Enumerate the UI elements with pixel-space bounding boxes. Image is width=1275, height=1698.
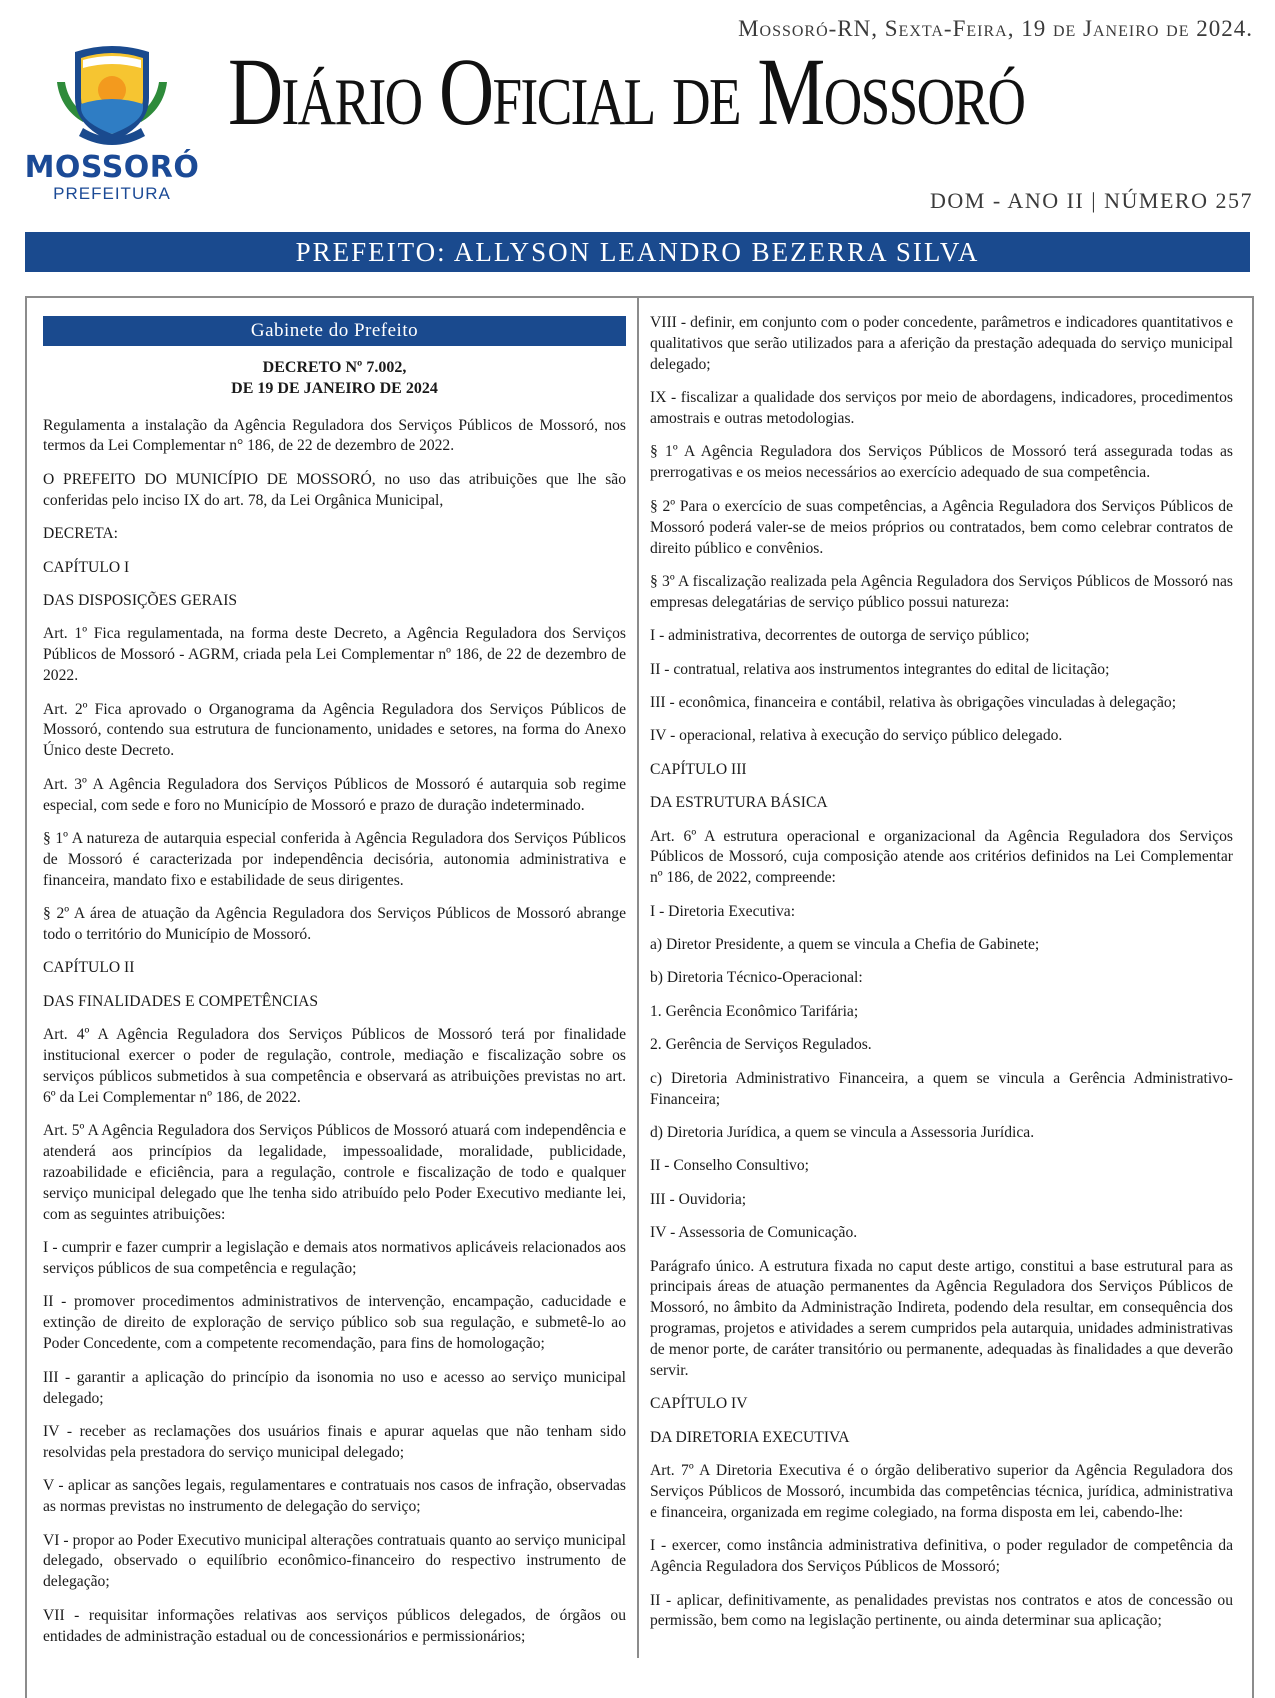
paragraph: II - contratual, relativa aos instrumentos integrantes do edital de licitação;	[650, 660, 1110, 678]
edition-number: DOM - ANO II | NÚMERO 257	[929, 188, 1253, 213]
paragraph: DECRETA:	[43, 525, 118, 543]
paragraph: VIII - definir, em conjunto com o poder concedente, parâmetros e indicadores quantitativos e qualitativos que serão utilizados para a aferição da prestação adequada do serviço municipal delegado;	[650, 314, 1233, 373]
paragraph: d) Diretoria Jurídica, a quem se vincula a Assessoria Jurídica.	[650, 1123, 1035, 1141]
paragraph: DA DIRETORIA EXECUTIVA	[650, 1428, 850, 1446]
masthead-title: Diário Oficial de Mossoró	[228, 38, 1025, 145]
paragraph: CAPÍTULO IV	[650, 1395, 748, 1413]
paragraph: III - Ouvidoria;	[650, 1190, 747, 1208]
paragraph: Art. 5º A Agência Reguladora dos Serviços Públicos de Mossoró atuará com independência e atenderá aos princípios da legalidade, impessoalidade, moralidade, publicidade, razoabilidade e eficiência, para a regulação, controle e fiscalização de todo e qualquer serviço municipal delegado que lhe tenha sido atribuído pelo Poder Executivo mediante lei, com as seguintes atribuições:	[43, 1122, 626, 1223]
paragraph: I - cumprir e fazer cumprir a legislação e demais atos normativos aplicáveis relacionados aos serviços públicos de sua competência e regulação;	[43, 1239, 626, 1278]
coat-of-arms-icon	[53, 42, 171, 148]
paragraph: CAPÍTULO II	[43, 959, 135, 977]
paragraph: DAS FINALIDADES E COMPETÊNCIAS	[43, 992, 319, 1010]
prefeitura-logo	[22, 42, 202, 207]
paragraph: VII - requisitar informações relativas aos serviços públicos delegados, de órgãos ou entidades de administração estadual ou de concessionários e permissionários;	[43, 1606, 626, 1645]
paragraph: Art. 3º A Agência Reguladora dos Serviços Públicos de Mossoró é autarquia sob regime especial, com sede e foro no Município de Mossoró e prazo de duração indeterminado.	[43, 775, 626, 814]
paragraph: 2. Gerência de Serviços Regulados.	[650, 1036, 872, 1054]
decree-date: DE 19 DE JANEIRO DE 2024	[231, 379, 438, 397]
paragraph: Regulamenta a instalação da Agência Reguladora dos Serviços Públicos de Mossoró, nos termos da Lei Complementar n° 186, de 22 de dezembro de 2022.	[43, 416, 626, 455]
paragraph: CAPÍTULO I	[43, 558, 130, 576]
paragraph: II - aplicar, definitivamente, as penalidades previstas nos contratos e atos de concessão ou permissão, bem como na legislação pertinente, ou ainda determinar sua aplicação;	[650, 1591, 1233, 1630]
paragraph: IX - fiscalizar a qualidade dos serviços por meio de abordagens, indicadores, procedimentos amostrais e outras metodologias.	[650, 389, 1233, 428]
left-column	[43, 312, 626, 1660]
column-divider	[637, 298, 639, 1658]
right-column	[650, 313, 1233, 1645]
paragraph: b) Diretoria Técnico-Operacional:	[650, 969, 863, 987]
section-header: Gabinete do Prefeito	[43, 316, 626, 346]
paragraph: Art. 7º A Diretoria Executiva é o órgão deliberativo superior da Agência Reguladora dos Serviços Públicos de Mossoró, incumbida das competências técnica, jurídica, administrativa e financeira, organizada em regime colegiado, na forma disposta em lei, cabendo-lhe:	[650, 1462, 1233, 1521]
paragraph: Art. 1º Fica regulamentada, na forma deste Decreto, a Agência Reguladora dos Serviços Públicos de Mossoró - AGRM, criada pela Lei Complementar nº 186, de 22 de dezembro de 2022.	[43, 625, 626, 685]
paragraph: I - exercer, como instância administrativa definitiva, o poder regulador de competência da Agência Reguladora dos Serviços Públicos de Mossoró;	[650, 1537, 1233, 1576]
paragraph: 1. Gerência Econômico Tarifária;	[650, 1002, 859, 1020]
paragraph: V - aplicar as sanções legais, regulamentares e contratuais nos casos de infração, observadas as normas previstas no instrumento de delegação do serviço;	[43, 1477, 626, 1516]
paragraph: II - Conselho Consultivo;	[650, 1157, 809, 1175]
paragraph: I - administrativa, decorrentes de outorga de serviço público;	[650, 627, 1030, 645]
right-paragraphs	[650, 313, 1233, 1632]
paragraph: § 2º Para o exercício de suas competências, a Agência Reguladora dos Serviços Públicos de Mossoró poderá valer-se de meios próprios ou contratados, bem como celebrar contratos de direito público e convênios.	[650, 497, 1233, 557]
prefeito-banner: PREFEITO: ALLYSON LEANDRO BEZERRA SILVA	[25, 232, 1250, 272]
logo-name: MOSSORÓ	[24, 150, 200, 185]
paragraph: DAS DISPOSIÇÕES GERAIS	[43, 591, 238, 609]
decree-title	[43, 358, 626, 400]
paragraph: III - garantir a aplicação do princípio da isonomia no uso e acesso ao serviço municipal delegado;	[43, 1368, 626, 1407]
paragraph: Art. 4º A Agência Reguladora dos Serviços Públicos de Mossoró terá por finalidade institucional exercer o poder de regulação, controle, mediação e fiscalização sobre os serviços públicos submetidos à sua competência e observará as atribuições previstas no art. 6º da Lei Complementar nº 186, de 2022.	[43, 1026, 626, 1106]
paragraph: c) Diretoria Administrativo Financeira, a quem se vincula a Gerência Administrativo-Financeira;	[650, 1069, 1233, 1108]
paragraph: III - econômica, financeira e contábil, relativa às obrigações vinculadas à delegação;	[650, 693, 1177, 711]
decree-number: DECRETO Nº 7.002,	[262, 359, 407, 376]
paragraph: DA ESTRUTURA BÁSICA	[650, 794, 828, 812]
paragraph: IV - receber as reclamações dos usuários finais e apurar aquelas que não tenham sido resolvidas pela prestadora do serviço municipal delegado;	[43, 1422, 626, 1461]
paragraph: CAPÍTULO III	[650, 760, 747, 778]
paragraph: § 2º A área de atuação da Agência Reguladora dos Serviços Públicos de Mossoró abrange todo o território do Município de Mossoró.	[43, 905, 626, 944]
left-paragraphs	[43, 416, 626, 1648]
paragraph: § 3º A fiscalização realizada pela Agência Reguladora dos Serviços Públicos de Mossoró nas empresas delegatárias de serviço público possui natureza:	[650, 572, 1233, 611]
paragraph: § 1º A natureza de autarquia especial conferida à Agência Reguladora dos Serviços Públicos de Mossoró é caracterizada por independência decisória, autonomia administrativa e financeira, mandato fixo e estabilidade de seus dirigentes.	[43, 829, 626, 889]
paragraph: § 1º A Agência Reguladora dos Serviços Públicos de Mossoró terá assegurada todas as prerrogativas e os meios necessários ao exercício adequado de sua competência.	[650, 443, 1233, 482]
paragraph: Parágrafo único. A estrutura fixada no caput deste artigo, constitui a base estrutural para as principais áreas de atuação permanentes da Agência Reguladora dos Serviços Públicos de Mossoró, no âmbito da Administração Indireta, podendo dela resultar, em consequência dos programas, projetos e atividades a serem cumpridos pela autarquia, unidades administrativas de menor porte, de caráter transitório ou permanente, adequadas às finalidades a que deverão servir.	[650, 1257, 1233, 1379]
paragraph: Art. 2º Fica aprovado o Organograma da Agência Reguladora dos Serviços Públicos de Mossoró, contendo sua estrutura de funcionamento, unidades e setores, na forma do Anexo Único deste Decreto.	[43, 700, 626, 760]
paragraph: a) Diretor Presidente, a quem se vincula a Chefia de Gabinete;	[650, 936, 1040, 954]
paragraph: O PREFEITO DO MUNICÍPIO DE MOSSORÓ, no uso das atribuições que lhe são conferidas pelo inciso IX do art. 78, da Lei Orgânica Municipal,	[43, 470, 626, 509]
paragraph: IV - Assessoria de Comunicação.	[650, 1224, 858, 1242]
dateline: Mossoró-RN, Sexta-Feira, 19 de Janeiro de 2024.	[738, 16, 1253, 41]
paragraph: I - Diretoria Executiva:	[650, 902, 796, 920]
logo-subtitle: PREFEITURA	[53, 184, 171, 203]
paragraph: II - promover procedimentos administrativos de intervenção, encampação, caducidade e extinção de direito de exploração de serviço público sob sua regulação, e submetê-lo ao Poder Concedente, com a competente recomendação, para fins de homologação;	[43, 1293, 626, 1353]
paragraph: IV - operacional, relativa à execução do serviço público delegado.	[650, 727, 1063, 745]
paragraph: VI - propor ao Poder Executivo municipal alterações contratuais quanto ao serviço municipal delegado, observado o equilíbrio econômico-financeiro do respectivo instrumento de delegação;	[43, 1531, 626, 1591]
paragraph: Art. 6º A estrutura operacional e organizacional da Agência Reguladora dos Serviços Públicos de Mossoró, cuja composição atende aos critérios definidos na Lei Complementar nº 186, de 2022, compreende:	[650, 827, 1233, 887]
